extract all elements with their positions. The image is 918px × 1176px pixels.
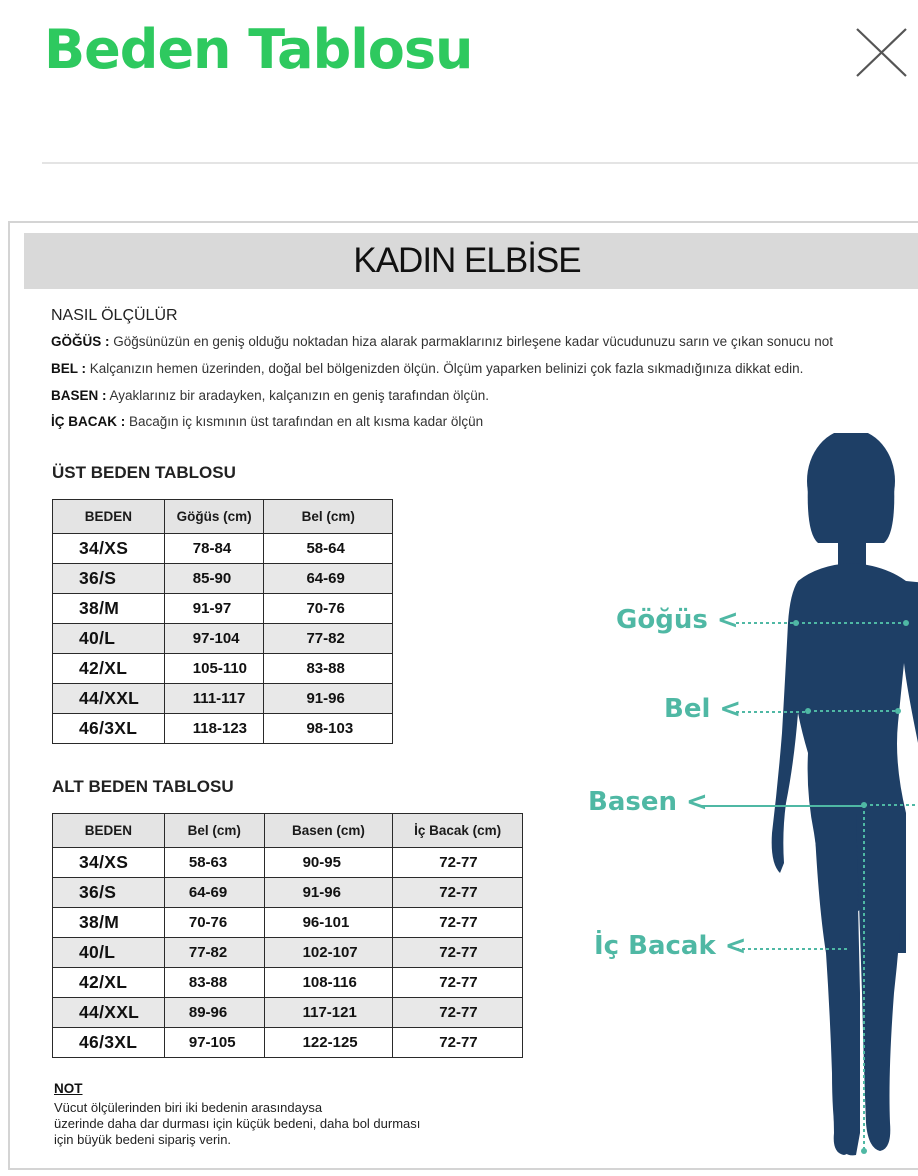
bel-value: 58-63 <box>164 848 264 878</box>
bel-value: 77-82 <box>264 624 393 654</box>
bel-value: 77-82 <box>164 938 264 968</box>
table-row <box>53 998 523 1028</box>
leader-gogus <box>736 621 796 625</box>
table-row <box>53 714 393 744</box>
callout-ic-bacak: İç Bacak < <box>594 931 747 961</box>
bel-value: 83-88 <box>264 654 393 684</box>
table-row <box>53 878 523 908</box>
note-line: üzerinde daha dar durması için küçük bedeni, daha bol durması <box>54 1116 421 1131</box>
ic-bacak-value: 72-77 <box>393 968 523 998</box>
size-label: 34/XS <box>53 848 165 878</box>
howto-line-basen: BASEN : Ayaklarınız bir aradayken, kalçanızın en geniş tarafından ölçün. <box>51 388 489 403</box>
size-label: 46/3XL <box>53 714 165 744</box>
gogus-value: 78-84 <box>164 534 264 564</box>
basen-value: 91-96 <box>264 878 393 908</box>
size-label: 40/L <box>53 938 165 968</box>
gogus-value: 97-104 <box>164 624 264 654</box>
size-label: 40/L <box>53 624 165 654</box>
gogus-value: 85-90 <box>164 564 264 594</box>
table-row <box>53 594 393 624</box>
note-line: için büyük bedeni sipariş verin. <box>54 1132 232 1147</box>
gogus-value: 91-97 <box>164 594 264 624</box>
close-icon <box>852 26 910 80</box>
size-label: 42/XL <box>53 968 165 998</box>
size-label: 36/S <box>53 878 165 908</box>
close-button[interactable] <box>852 26 910 80</box>
upper-header-bel: Bel (cm) <box>264 500 393 534</box>
ic-bacak-value: 72-77 <box>393 878 523 908</box>
callout-bel: Bel < <box>664 694 742 724</box>
table-row <box>53 848 523 878</box>
note-title: NOT <box>54 1081 83 1096</box>
size-label: 44/XXL <box>53 998 165 1028</box>
basen-value: 102-107 <box>264 938 393 968</box>
lower-header-beden: BEDEN <box>53 814 165 848</box>
header-divider <box>42 162 918 164</box>
lower-size-table <box>52 813 523 1058</box>
howto-title: NASIL ÖLÇÜLÜR <box>51 307 178 324</box>
lower-header-bel: Bel (cm) <box>164 814 264 848</box>
bel-value: 70-76 <box>264 594 393 624</box>
lower-header-basen: Basen (cm) <box>264 814 393 848</box>
upper-header-gogus: Göğüs (cm) <box>164 500 264 534</box>
bel-value: 89-96 <box>164 998 264 1028</box>
upper-table-title: ÜST BEDEN TABLOSU <box>52 463 236 482</box>
howto-line-ic-bacak: İÇ BACAK : Bacağın iç kısmının üst tarafından en alt kısma kadar ölçün <box>51 414 484 429</box>
size-label: 36/S <box>53 564 165 594</box>
bel-value: 91-96 <box>264 684 393 714</box>
ic-bacak-value: 72-77 <box>393 1028 523 1058</box>
note-line: Vücut ölçülerinden biri iki bedenin arasındaysa <box>54 1100 323 1115</box>
leader-ic-bacak <box>736 947 848 951</box>
basen-value: 96-101 <box>264 908 393 938</box>
table-row <box>53 564 393 594</box>
basen-value: 117-121 <box>264 998 393 1028</box>
size-chart-image <box>8 221 918 1170</box>
size-label: 46/3XL <box>53 1028 165 1058</box>
howto-line-bel: BEL : Kalçanızın hemen üzerinden, doğal bel bölgenizden ölçün. Ölçüm yaparken belinizi çok fazla sıkmadığınıza dikkat edin. <box>51 361 804 376</box>
table-row <box>53 968 523 998</box>
table-row <box>53 1028 523 1058</box>
leader-bel <box>736 710 808 714</box>
howto-line-gogus: GÖĞÜS : Göğsünüzün en geniş olduğu noktadan hiza alarak parmaklarınız birleşene kadar vücudunuzu sarın ve çıkan sonucu not <box>51 334 833 349</box>
ic-bacak-value: 72-77 <box>393 848 523 878</box>
table-row <box>53 908 523 938</box>
size-label: 44/XXL <box>53 684 165 714</box>
gogus-value: 118-123 <box>164 714 264 744</box>
bel-value: 64-69 <box>264 564 393 594</box>
ic-bacak-value: 72-77 <box>393 908 523 938</box>
bel-value: 70-76 <box>164 908 264 938</box>
bel-value: 98-103 <box>264 714 393 744</box>
size-label: 38/M <box>53 594 165 624</box>
gogus-value: 105-110 <box>164 654 264 684</box>
modal-title: Beden Tablosu <box>44 18 473 81</box>
basen-value: 90-95 <box>264 848 393 878</box>
table-row <box>53 624 393 654</box>
size-label: 38/M <box>53 908 165 938</box>
size-label: 34/XS <box>53 534 165 564</box>
bel-value: 58-64 <box>264 534 393 564</box>
bel-value: 83-88 <box>164 968 264 998</box>
ic-bacak-value: 72-77 <box>393 998 523 1028</box>
ic-bacak-value: 72-77 <box>393 938 523 968</box>
body-silhouette <box>756 433 918 1168</box>
basen-value: 108-116 <box>264 968 393 998</box>
bel-value: 97-105 <box>164 1028 264 1058</box>
gogus-value: 111-117 <box>164 684 264 714</box>
callout-gogus: Göğüs < <box>616 605 739 635</box>
lower-table-title: ALT BEDEN TABLOSU <box>52 777 234 796</box>
table-row <box>53 684 393 714</box>
upper-size-table <box>52 499 393 744</box>
leader-basen <box>700 804 864 808</box>
callout-basen: Basen < <box>588 787 708 817</box>
table-row <box>53 534 393 564</box>
lower-header-ic-bacak: İç Bacak (cm) <box>393 814 523 848</box>
table-row <box>53 654 393 684</box>
upper-header-beden: BEDEN <box>53 500 165 534</box>
basen-value: 122-125 <box>264 1028 393 1058</box>
bel-value: 64-69 <box>164 878 264 908</box>
chart-banner-title: KADIN ELBİSE <box>353 241 581 280</box>
table-row <box>53 938 523 968</box>
chart-banner <box>24 233 918 289</box>
size-label: 42/XL <box>53 654 165 684</box>
